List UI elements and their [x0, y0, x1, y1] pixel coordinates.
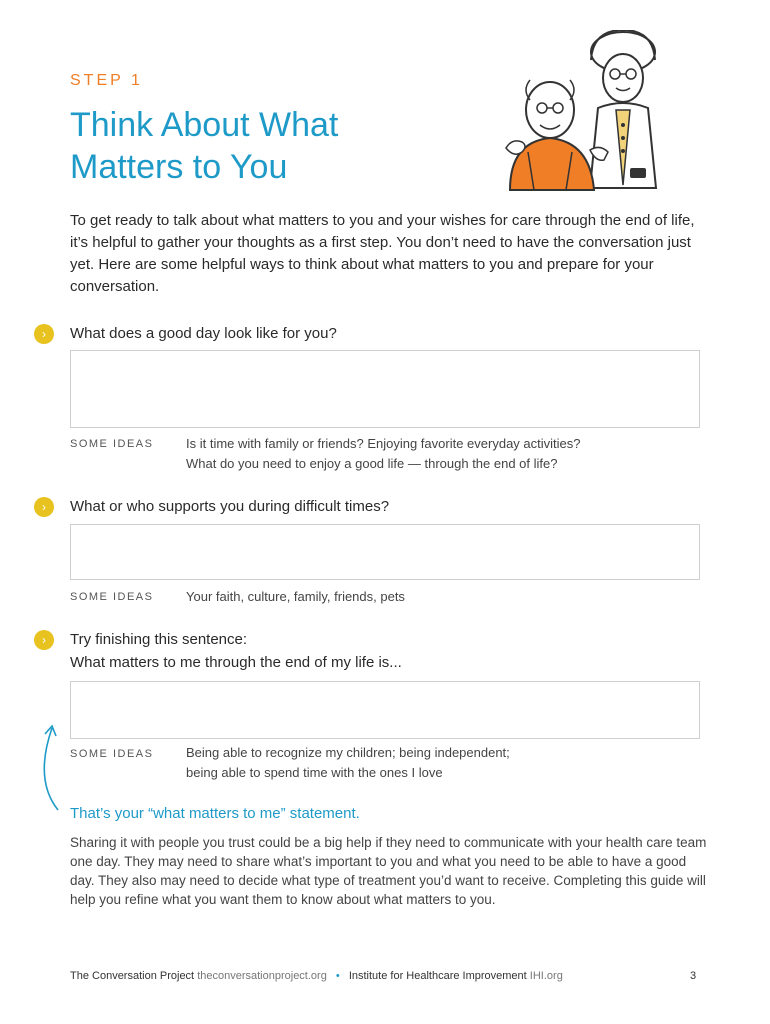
chevron-right-icon: › [34, 324, 54, 344]
sharing-text: Sharing it with people you trust could be a big help if they need to communicate with your health care team one day. They may need to share what’s important to you and what you need to be able to have a good day. They also may need to decide what type of treatment you’d want to receive. Completing this guide will help you refine what you want them to know about what matters to you. [70, 835, 707, 907]
chevron-right-icon: › [34, 630, 54, 650]
answer-box-what-matters[interactable] [70, 681, 700, 739]
ideas-line-1: Being able to recognize my children; being independent; [186, 745, 510, 760]
statement-heading: That’s your “what matters to me” statement. [70, 805, 360, 822]
question-supports: What or who supports you during difficult times? [70, 498, 390, 515]
footer-org-conversation-project: The Conversation Project [70, 970, 195, 982]
ideas-text-good-day [186, 434, 706, 474]
intro-text: To get ready to talk about what matters to you and your wishes for care through the end of life, it’s helpful to gather your thoughts as a first step. You don’t need to have the conversation just yet. Here are some helpful ways to think about what matters to you and prepare for your conversation. [70, 212, 695, 295]
ideas-text-supports: Your faith, culture, family, friends, pets [186, 589, 405, 604]
ideas-line-2: being able to spend time with the ones I love [186, 765, 443, 780]
ideas-label: SOME IDEAS [70, 438, 154, 450]
footer [70, 970, 700, 982]
people-illustration [488, 30, 678, 192]
question-good-day: What does a good day look like for you? [70, 325, 337, 342]
footer-site-conversation-project[interactable]: theconversationproject.org [197, 970, 327, 982]
title-line-2: Matters to You [70, 148, 288, 186]
ideas-label: SOME IDEAS [70, 748, 154, 760]
footer-org-ihi: Institute for Healthcare Improvement [348, 970, 527, 982]
answer-box-supports[interactable] [70, 524, 700, 580]
ideas-text-what-matters [186, 743, 706, 783]
curved-arrow-icon [32, 718, 72, 814]
question-finish-sentence: Try finishing this sentence: [70, 631, 248, 648]
footer-site-ihi[interactable]: IHI.org [529, 970, 563, 982]
page-title [70, 104, 490, 188]
title-line-1: Think About What [70, 106, 339, 144]
answer-box-good-day[interactable] [70, 350, 700, 428]
question-what-matters: What matters to me through the end of my life is... [70, 654, 402, 671]
step-label: STEP 1 [70, 72, 143, 89]
chevron-right-icon: › [34, 497, 54, 517]
ideas-line-2: What do you need to enjoy a good life — through the end of life? [186, 456, 558, 471]
page-number: 3 [690, 970, 697, 982]
ideas-line-1: Is it time with family or friends? Enjoying favorite everyday activities? [186, 436, 581, 451]
footer-separator: • [335, 970, 340, 982]
ideas-label: SOME IDEAS [70, 591, 154, 603]
